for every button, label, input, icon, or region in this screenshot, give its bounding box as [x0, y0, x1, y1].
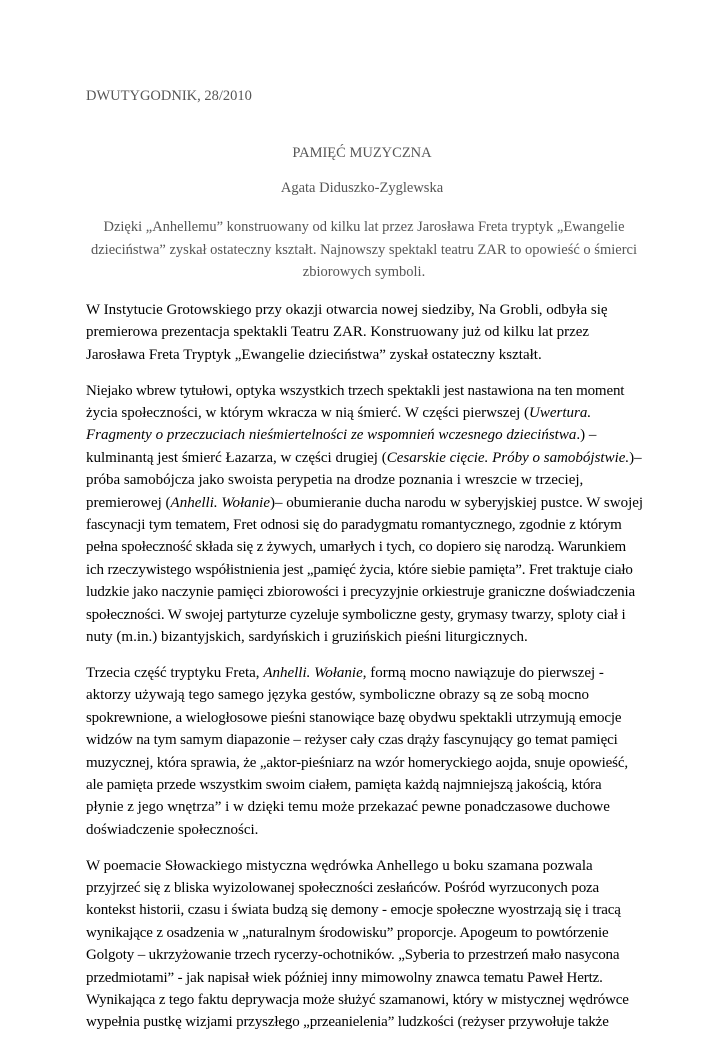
text-line: przyjrzeć się z bliska wyizolowanej społeczności zesłańców. Pośród wyrzuconych poza [86, 879, 600, 896]
text-line: W Instytucie Grotowskiego przy okazji otwarcia nowej siedziby, Na Grobli, odbyła się [86, 302, 608, 318]
work-title: Fragmenty o przeczuciach nieśmiertelności ze wspomnień wczesnego dzieciństwa [86, 427, 577, 444]
article-title: PAMIĘĆ MUZYCZNA [292, 145, 432, 161]
text-run: )– obumieranie ducha narodu w syberyjskiej pustce. W swojej [269, 494, 644, 511]
text-line: widzów na tym samym diapazonie – reżyser cały czas drąży fascynujący go temat pamięci [86, 732, 618, 749]
text-line: ich rzeczywistego współistnienia jest „pamięć życia, które siebie pamięta”. Fret traktuje ciało [86, 561, 633, 578]
text-line: Niejako wbrew tytułowi, optyka wszystkich trzech spektakli jest nastawiona na ten moment [86, 382, 625, 399]
work-title: Anhelli. Wołanie [263, 664, 363, 681]
text-line [86, 424, 646, 446]
text-run: , formą mocno nawiązuje do pierwszej - [362, 664, 604, 681]
text-line: ale pamięta przede wszystkim swoim ciałem, pamięta każdą najmniejszą jakością, która [86, 776, 602, 793]
article-lead [86, 216, 642, 284]
text-line: muzycznej, która sprawia, że „aktor-pieśniarz na wzór homeryckiego aojda, snuje opowieść, [86, 754, 628, 771]
text-run: życia społeczności, w którym wkracza w nią śmierć. W części pierwszej ( [86, 405, 530, 422]
lead-line: Dzięki „Anhellemu” konstruowany od kilku lat przez Jarosława Freta tryptyk „Ewangelie [103, 219, 625, 235]
text-run: )– [629, 449, 642, 466]
work-title: Anhelli. Wołanie [170, 494, 270, 511]
text-line: Wynikająca z tego faktu deprywacja może służyć szamanowi, który w mistycznej wędrówce [86, 991, 629, 1008]
work-title: Cesarskie cięcie. Próby o samobójstwie. [386, 449, 630, 466]
text-run: premierowej ( [86, 494, 171, 511]
text-line: pełna społeczność składa się z żywych, umarłych i tych, co dopiero się narodzą. Warunkiem [86, 539, 626, 556]
text-line: społeczności. W swojej partyturze cyzeluje symboliczne gesty, grymasy twarzy, sploty ciał i [86, 606, 626, 623]
text-line: spokrewnione, a wielogłosowe pieśni stanowiące bazę obydwu spektakli utrzymują emocje [86, 709, 622, 726]
text-line: wynikające z osadzenia w „naturalnym środowisku” proporcje. Apogeum to powtórzenie [86, 924, 609, 941]
lead-line: dzieciństwa” zyskał ostateczny kształt. Najnowszy spektakl teatru ZAR to opowieść o śmierci [90, 241, 637, 258]
lead-line: zbiorowych symboli. [302, 264, 426, 280]
article-body [86, 299, 646, 1047]
paragraph-1 [86, 299, 646, 366]
text-line: przedmiotami” - jak napisał wiek później inny mimowolny znawca tematu Paweł Hertz. [86, 969, 603, 986]
text-line: wypełnia pustkę wizjami przyszłego „przeanielenia” ludzkości (reżyser przywołuje także [86, 1014, 609, 1031]
text-line: doświadczenie społeczności. [86, 821, 259, 838]
text-line: płynie z jego wnętrza” i w dzięki temu może przekazać pewne ponadczasowe duchowe [86, 799, 610, 816]
text-line: próba samobójcza jako swoista perypetia na drodze poznania i wreszcie w trzeciej, [86, 472, 584, 489]
publication-header: DWUTYGODNIK, 28/2010 [86, 88, 252, 104]
text-line: premierowa prezentacja spektakli Teatru ZAR. Konstruowany już od kilku lat przez [86, 324, 590, 341]
text-line: W poemacie Słowackiego mistyczna wędrówka Anhellego u boku szamana pozwala [86, 857, 593, 874]
text-line: nuty (m.in.) bizantyjskich, sardyńskich i gruzińskich pieśni liturgicznych. [86, 629, 528, 646]
text-line [86, 662, 646, 684]
text-run: .) – [576, 427, 597, 444]
work-title: Uwertura. [529, 405, 592, 422]
text-line: Golgoty – ukrzyżowanie trzech rycerzy-ochotników. „Syberia to przestrzeń mało nasycona [86, 947, 620, 964]
paragraph-4 [86, 855, 646, 1034]
text-line: ludzkie jako naczynie pamięci zbiorowości i precyzyjnie orkiestruje graniczne doświadczenia [86, 584, 636, 601]
paragraph-3 [86, 662, 646, 841]
article-author: Agata Diduszko-Zyglewska [280, 180, 444, 196]
text-line [86, 402, 646, 424]
text-run: kulminantą jest śmierć Łazarza, w części drugiej ( [86, 449, 387, 466]
paragraph-2 [86, 380, 646, 649]
text-line: Jarosława Freta Tryptyk „Ewangelie dzieciństwa” zyskał ostateczny kształt. [86, 346, 542, 363]
text-run: Trzecia część tryptyku Freta, [86, 664, 264, 681]
text-line: fascynacji tym tematem, Fret odnosi się do paradygmatu romantycznego, zgodnie z którym [86, 517, 622, 534]
text-line [86, 447, 646, 469]
text-line [86, 492, 646, 514]
text-line: kontekst historii, czasu i świata budzą się demony - emocje społeczne wyostrzają się i tracą [86, 902, 621, 919]
text-line: aktorzy używają tego samego języka gestów, symboliczne obrazy są ze sobą mocno [86, 687, 590, 704]
